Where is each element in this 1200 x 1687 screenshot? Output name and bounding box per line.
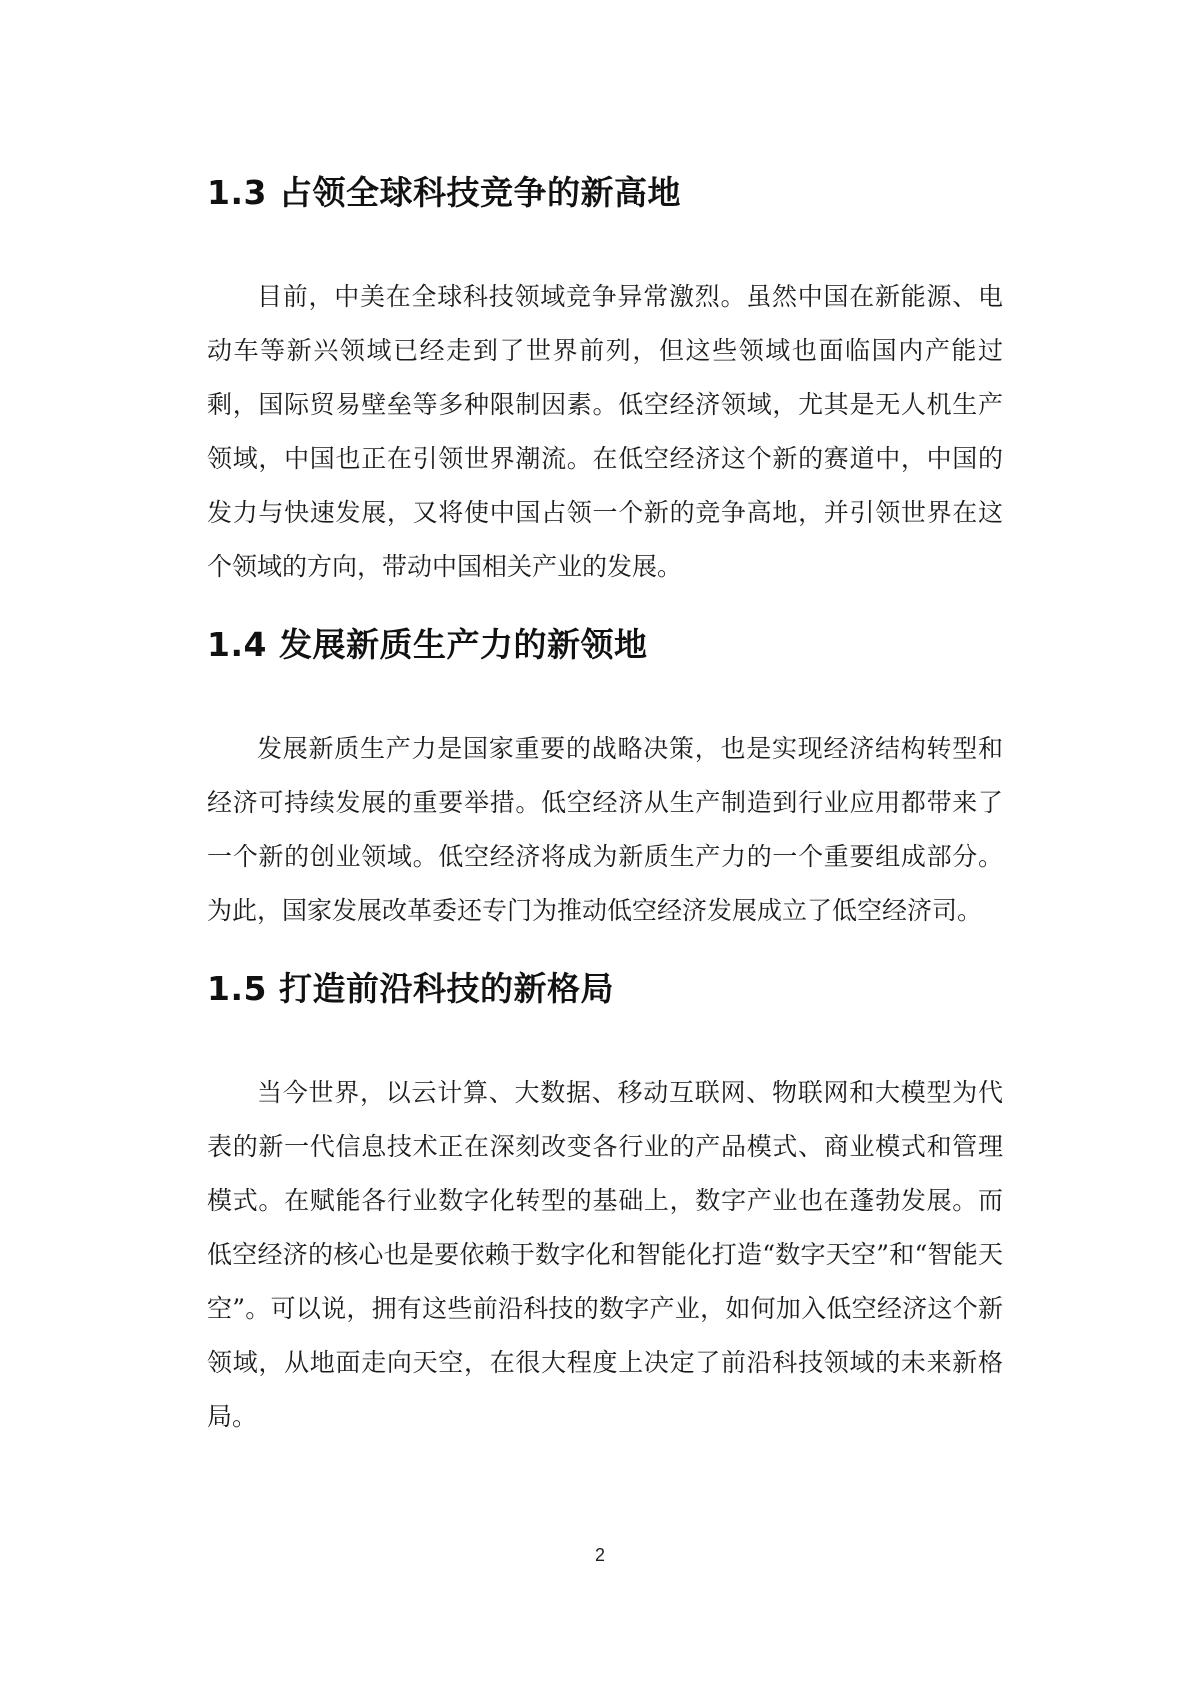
section-heading-1-5: 1.5 打造前沿科技的新格局: [207, 969, 614, 1008]
section-paragraph-1-3: 目前，中美在全球科技领域竞争异常激烈。虽然中国在新能源、电动车等新兴领域已经走到了世界前列，但这些领域也面临国内产能过剩，国际贸易壁垒等多种限制因素。低空经济领域，尤其是无人机生产领域，中国也正在引领世界潮流。在低空经济这个新的赛道中，中国的发力与快速发展，又将使中国占领一个新的竞争高地，并引领世界在这个领域的方向，带动中国相关产业的发展。: [207, 282, 1003, 581]
section-paragraph-1-5: 当今世界，以云计算、大数据、移动互联网、物联网和大模型为代表的新一代信息技术正在深刻改变各行业的产品模式、商业模式和管理模式。在赋能各行业数字化转型的基础上，数字产业也在蓬勃发展。而低空经济的核心也是要依赖于数字化和智能化打造“数字天空”和“智能天空”。可以说，拥有这些前沿科技的数字产业，如何加入低空经济这个新领域，从地面走向天空，在很大程度上决定了前沿科技领域的未来新格局。: [207, 1078, 1003, 1431]
section-heading-1-3: 1.3 占领全球科技竞争的新高地: [207, 173, 681, 212]
page-content: [207, 150, 1003, 1444]
page-number: 2: [594, 1545, 605, 1565]
section-heading-1-4: 1.4 发展新质生产力的新领地: [207, 625, 648, 664]
section-paragraph-1-4: 发展新质生产力是国家重要的战略决策，也是实现经济结构转型和经济可持续发展的重要举措。低空经济从生产制造到行业应用都带来了一个新的创业领域。低空经济将成为新质生产力的一个重要组成部分。为此，国家发展改革委还专门为推动低空经济发展成立了低空经济司。: [207, 734, 1003, 925]
